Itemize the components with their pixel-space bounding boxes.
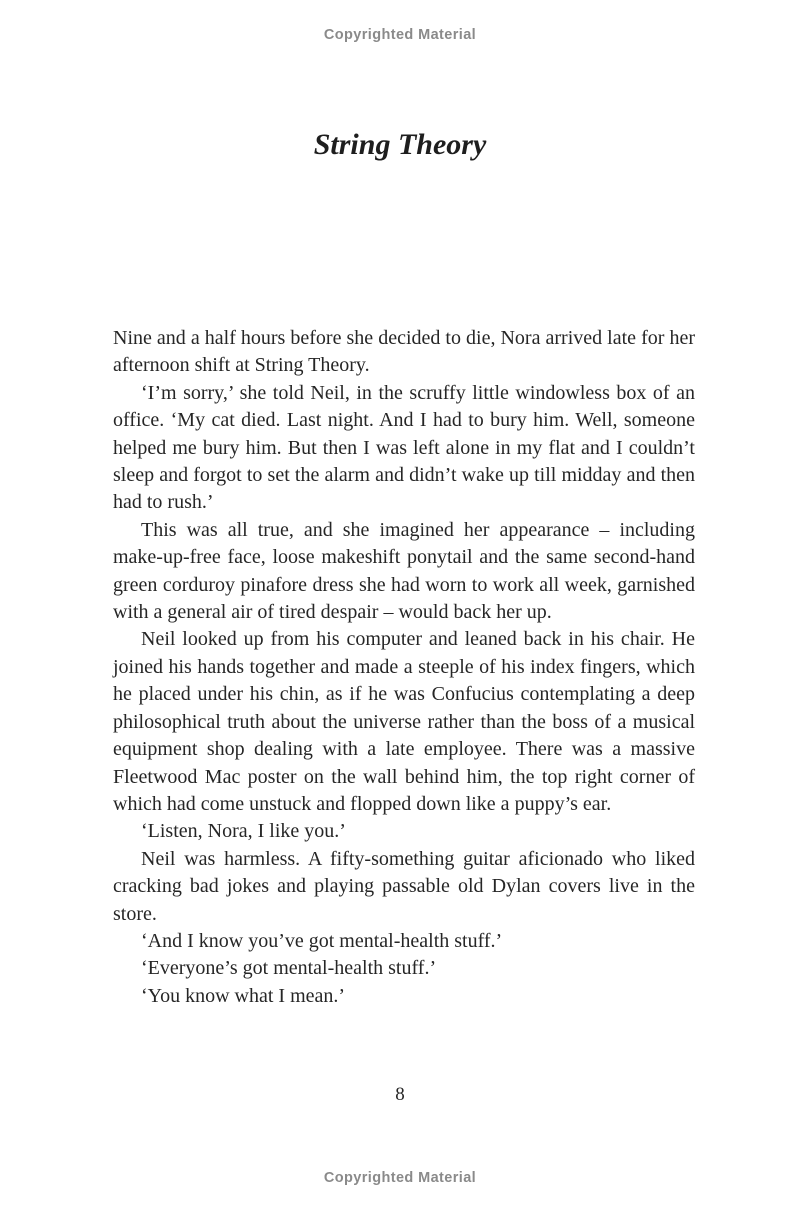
chapter-body: [113, 325, 695, 1010]
paragraph: ‘And I know you’ve got mental-health stuff.’: [141, 929, 503, 952]
paragraph: Neil looked up from his computer and leaned back in his chair. He joined his hands together and made a steeple of his index fingers, which he placed under his chin, as if he was Confucius contemplating a deep philosophical truth about the universe rather than the boss of a musical equipment shop dealing with a late employee. There was a massive Fleetwood Mac poster on the wall behind him, the top right corner of which had come unstuck and flopped down like a puppy’s ear.: [113, 628, 695, 815]
chapter-title: String Theory: [313, 128, 487, 161]
paragraph: Nine and a half hours before she decided to die, Nora arrived late for her afternoon shift at String Theory.: [113, 327, 695, 377]
paragraph: ‘Everyone’s got mental-health stuff.’: [141, 957, 437, 980]
paragraph: Neil was harmless. A fifty-something guitar aficionado who liked cracking bad jokes and playing passable old Dylan covers live in the store.: [113, 847, 695, 925]
page-number: 8: [395, 1084, 405, 1105]
paragraph: ‘Listen, Nora, I like you.’: [141, 820, 346, 843]
paragraph: ‘I’m sorry,’ she told Neil, in the scruffy little windowless box of an office. ‘My cat died. Last night. And I had to bury him. Well, someone helped me bury him. But then I was left alone in my flat and I couldn’t sleep and forgot to set the alarm and didn’t wake up till midday and then had to rush.’: [113, 381, 695, 514]
paragraph: This was all true, and she imagined her appearance – including make-up-free face, loose makeshift ponytail and the same second-hand green corduroy pinafore dress she had worn to work all week, garnished with a general air of tired despair – would back her up.: [113, 518, 695, 624]
paragraph: ‘You know what I mean.’: [141, 984, 346, 1007]
copyright-notice-top: Copyrighted Material: [323, 27, 477, 43]
copyright-notice-bottom: Copyrighted Material: [323, 1170, 477, 1186]
